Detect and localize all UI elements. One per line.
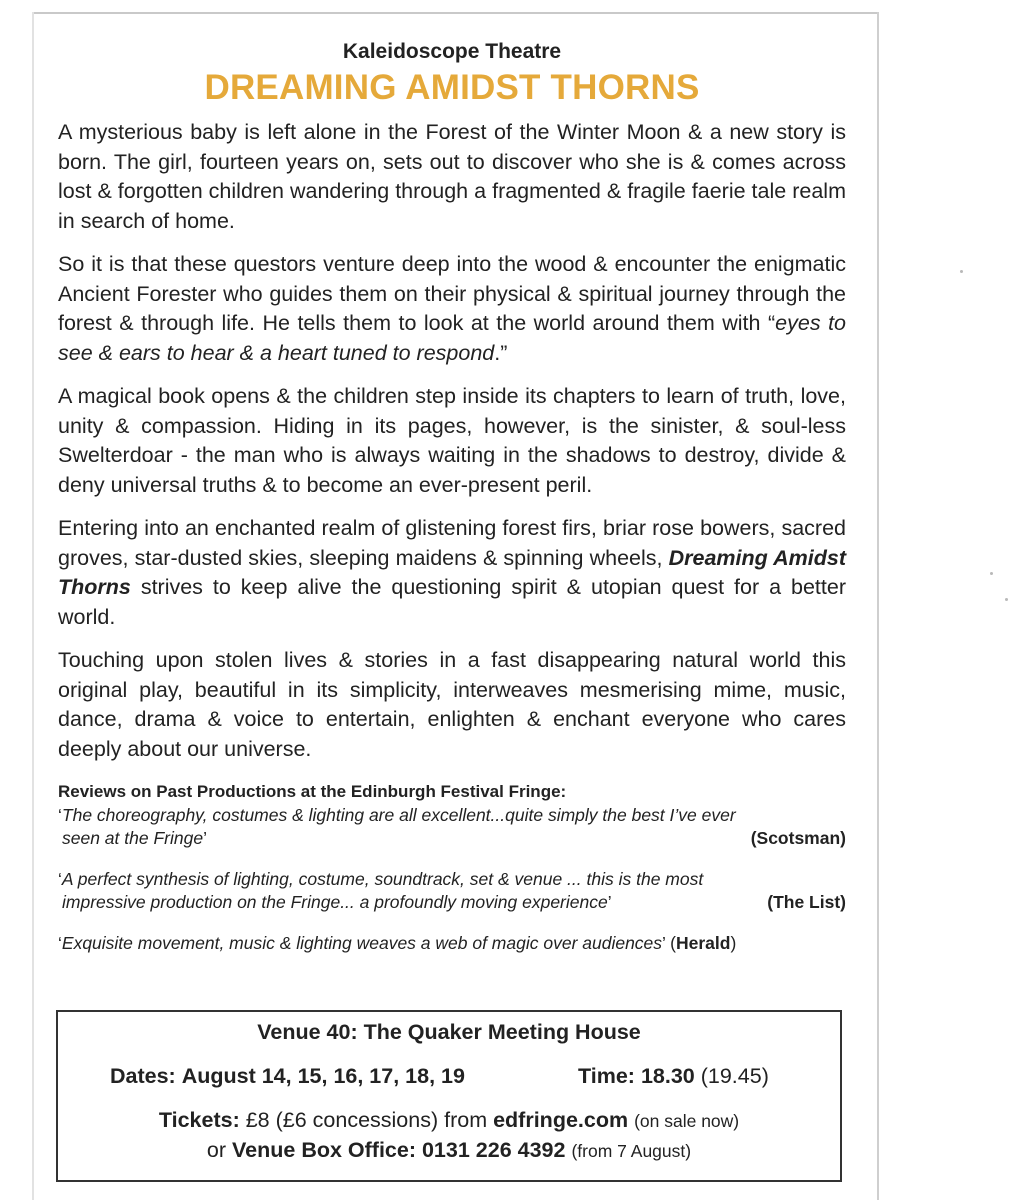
box-office-label: Venue Box Office: 0131 226 4392 [232, 1138, 566, 1162]
or-text: or [206, 1138, 227, 1162]
dates-line [110, 1064, 465, 1089]
review-scotsman: ‘The choreography, costumes & lighting are all excellent...quite simply the best I’ve ever seen at the Fringe’ (Scotsman) [58, 805, 846, 848]
page-edge-left [32, 12, 34, 1200]
review-herald: ‘Exquisite movement, music & lighting weaves a web of magic over audiences’ (Herald) [58, 933, 737, 953]
synopsis-paragraph-3: A magical book opens & the children step inside its chapters to learn of truth, love, unity & compassion. Hiding in its pages, however, is the sinister, & soul-less Swelterdoar - the man who is always waiting in the shadows to destroy, divide & deny universal truths & to become an ever-present peril. [58, 384, 846, 497]
review-the-list: ‘A perfect synthesis of lighting, costume, soundtrack, set & venue ... this is the most impressive production on the Fringe... a profoundly moving experience’ (The List) [58, 869, 846, 912]
review-source: Herald [675, 933, 731, 953]
paragraph-text-end: strives to keep alive the questioning spirit & utopian quest for a better world. [58, 575, 846, 629]
dates-value: August 14, 15, 16, 17, 18, 19 [181, 1064, 465, 1088]
paragraph-text: Entering into an enchanted realm of glistening forest firs, briar rose bowers, sacred groves, star-dusted skies, sleeping maidens & spinning wheels, [58, 516, 846, 570]
time-alt: (19.45) [700, 1064, 769, 1088]
synopsis-paragraph-5: Touching upon stolen lives & stories in a fast disappearing natural world this original play, beautiful in its simplicity, interweaves mesmerising mime, music, dance, drama & voice to entertain, enlighten & enchant everyone who cares deeply about our universe. [58, 648, 846, 761]
tickets-label: Tickets: [158, 1108, 240, 1132]
time-line [578, 1064, 769, 1089]
review-text: impressive production on the Fringe... a profoundly moving experience [62, 892, 608, 912]
review-text: The choreography, costumes & lighting are all excellent...quite simply the best I’ve ever [61, 805, 736, 825]
paragraph-text-end: .” [494, 340, 508, 365]
synopsis-paragraph-2 [58, 250, 846, 368]
box-office-line [58, 1138, 840, 1163]
synopsis-paragraph-4 [58, 514, 846, 632]
review-text: A perfect synthesis of lighting, costume, soundtrack, set & venue ... this is the most [61, 869, 704, 889]
review-source: The List [773, 892, 841, 912]
scan-speck [960, 270, 963, 273]
forester-quote: eyes to see & ears to hear & a heart tuned to respond [58, 311, 846, 365]
show-title-inline: Dreaming Amidst Thorns [58, 545, 846, 599]
show-title: DREAMING AMIDST THORNS [204, 68, 700, 107]
tickets-line [58, 1108, 840, 1133]
venue-title: Venue 40: The Quaker Meeting House [257, 1020, 641, 1044]
flyer-content [58, 40, 846, 973]
box-office-note: (from 7 August) [571, 1141, 692, 1161]
tickets-note: (on sale now) [634, 1111, 740, 1131]
time-value: 18.30 [640, 1064, 695, 1088]
paragraph-text: So it is that these questors venture deep into the wood & encounter the enigmatic Ancient Forester who guides them on their physical & spiritual journey through the forest & through life. He tells them to look at the world around them with “ [58, 252, 846, 335]
time-label: Time: [578, 1064, 635, 1088]
scan-speck [990, 572, 993, 575]
page-edge-right [877, 12, 879, 1200]
synopsis-paragraph-1: A mysterious baby is left alone in the Forest of the Winter Moon & a new story is born. The girl, fourteen years on, sets out to discover who she is & comes across lost & forgotten children wandering through a fragmented & fragile faerie tale realm in search of home. [58, 120, 846, 233]
venue-info-box [56, 1010, 842, 1182]
dates-label: Dates: [110, 1064, 176, 1088]
page-edge-top [34, 12, 878, 14]
review-source: Scotsman [756, 828, 841, 848]
company-name: Kaleidoscope Theatre [342, 40, 562, 63]
scan-speck [1005, 598, 1008, 601]
tickets-price: £8 (£6 concessions) from [245, 1108, 488, 1132]
review-text: seen at the Fringe [62, 828, 204, 848]
reviews-heading: Reviews on Past Productions at the Edinburgh Festival Fringe: [58, 782, 567, 801]
review-text: Exquisite movement, music & lighting weaves a web of magic over audiences [61, 933, 663, 953]
tickets-site: edfringe.com [493, 1108, 629, 1132]
